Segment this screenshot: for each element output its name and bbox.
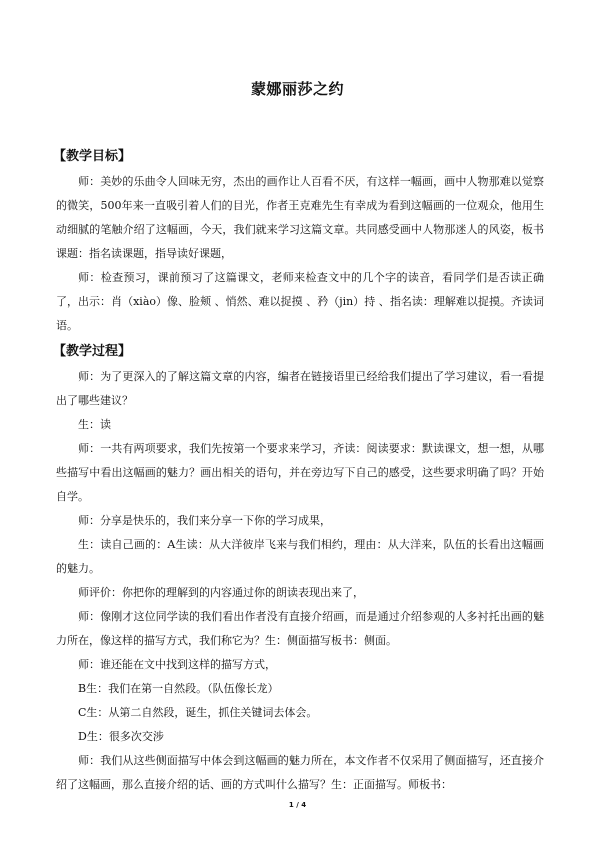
- paragraph: 生：读自己画的：A生读：从大洋彼岸飞来与我们相约，理由：从大洋来，队伍的长看出这幅画的魅力。: [56, 538, 544, 575]
- paragraph: 师：检查预习，课前预习了这篇课文，老师来检查文中的几个字的读音，看同学们是否读正确了，出示：肖（xiào）像、脸颊 、悄然、难以捉摸 、矜（jin）持 、指名读：理解难以捉摸。齐读词语。: [56, 271, 544, 332]
- paragraph: 师：分享是快乐的，我们来分享一下你的学习成果，: [78, 514, 331, 527]
- paragraph: 师：我们从这些侧面描写中体会到这幅画的魅力所在，本文作者不仅采用了侧面描写，还直接介绍了这幅画，那么直接介绍的话、画的方式叫什么描写？生：正面描写。师板书：: [56, 754, 544, 791]
- document-title: 蒙娜丽莎之约: [250, 80, 344, 98]
- paragraph: 师：一共有两项要求，我们先按第一个要求来学习，齐读：阅读要求：默读课文，想一想，从哪些描写中看出这幅画的魅力？画出相关的语句，并在旁边写下自己的感受，这些要求明确了吗？开始自学。: [56, 442, 544, 503]
- document-body: [53, 147, 544, 797]
- page-number: 1 / 4: [288, 801, 307, 809]
- paragraph: 生：读: [78, 418, 111, 431]
- paragraph: 师评价：你把你的理解到的内容通过你的朗读表现出来了，: [78, 586, 364, 599]
- paragraph: 师：美妙的乐曲令人回味无穷，杰出的画作让人百看不厌，有这样一幅画，画中人物那难以觉察的微笑，500年来一直吸引着人们的目光，作者王克难先生有幸成为看到这幅画的一位观众，他用生动细腻的笔触介绍了这幅画，今天，我们就来学习这篇文章。共同感受画中人物那迷人的风姿，板书课题：指名读课题，指导读好课题，: [56, 175, 544, 260]
- section-heading-teaching-process: 【教学过程】: [53, 344, 132, 359]
- paragraph: 师：为了更深入的了解这篇文章的内容，编者在链接语里已经给我们提出了学习建议，看一看提出了哪些建议？: [56, 370, 544, 407]
- section-heading-teaching-goals: 【教学目标】: [53, 149, 132, 164]
- paragraph: B生：我们在第一自然段。（队伍像长龙）: [78, 682, 279, 695]
- paragraph: C生：从第二自然段，诞生，抓住关键词去体会。: [78, 706, 318, 719]
- paragraph: 师：谁还能在文中找到这样的描写方式，: [78, 658, 276, 671]
- paragraph: 师：像刚才这位同学读的我们看出作者没有直接介绍画，而是通过介绍参观的人多衬托出画的魅力所在，像这样的描写方式，我们称它为？生：侧面描写板书：侧面。: [56, 610, 544, 647]
- paragraph: D生：很多次交涉: [78, 730, 164, 743]
